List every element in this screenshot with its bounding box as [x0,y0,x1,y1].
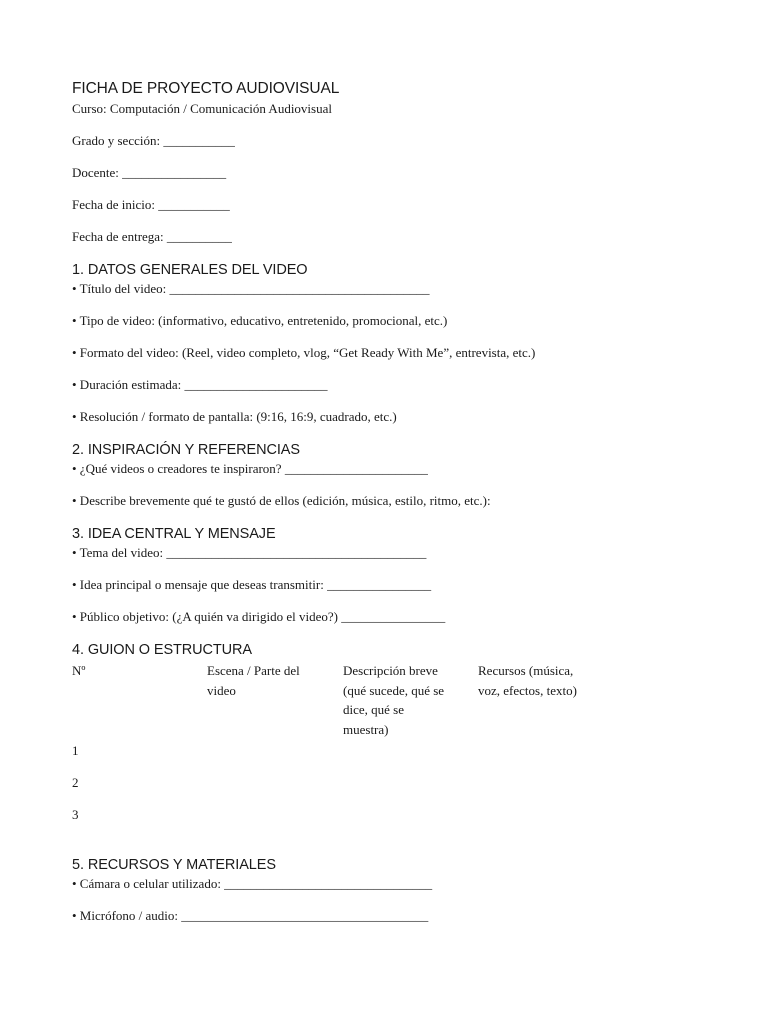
header-scene: Escena / Parte del video [207,663,300,698]
audience-item: • Público objetivo: (¿A quién va dirigido el video?) ________________ [72,609,446,624]
teacher-line: Docente: ________________ [72,165,227,180]
document-title: FICHA DE PROYECTO AUDIOVISUAL [72,80,340,97]
video-title-item: • Título del video: ________________________________________ [72,281,430,296]
section-4-title: 4. GUION O ESTRUCTURA [72,642,252,658]
describe-item: • Describe brevemente qué te gustó de ellos (edición, música, estilo, ritmo, etc.): [72,493,491,508]
video-format-item: • Formato del video: (Reel, video completo, vlog, “Get Ready With Me”, entrevista, etc.) [72,345,536,360]
table-row [72,805,692,837]
header-number: Nº [72,663,86,678]
table-header [72,661,692,741]
microphone-item: • Micrófono / audio: ______________________________________ [72,908,429,923]
section-5-title: 5. RECURSOS Y MATERIALES [72,857,276,873]
header-resources: Recursos (música, voz, efectos, texto) [478,663,577,698]
script-table [72,661,692,837]
course-line: Curso: Computación / Comunicación Audiovisual [72,101,332,116]
section-2-title: 2. INSPIRACIÓN Y REFERENCIAS [72,442,300,458]
video-resolution-item: • Resolución / formato de pantalla: (9:16, 16:9, cuadrado, etc.) [72,409,397,424]
grade-line: Grado y sección: ___________ [72,133,235,148]
table-row [72,773,692,805]
topic-item: • Tema del video: ________________________________________ [72,545,427,560]
video-type-item: • Tipo de video: (informativo, educativo, entretenido, promocional, etc.) [72,313,448,328]
section-3-title: 3. IDEA CENTRAL Y MENSAJE [72,526,276,542]
section-1-title: 1. DATOS GENERALES DEL VIDEO [72,262,308,278]
row-number: 1 [72,743,79,758]
video-duration-item: • Duración estimada: ______________________ [72,377,328,392]
table-row [72,741,692,773]
header-description: Descripción breve (qué sucede, qué se dice, qué se muestra) [343,663,445,737]
row-number: 2 [72,775,79,790]
start-date-line: Fecha de inicio: ___________ [72,197,230,212]
due-date-line: Fecha de entrega: __________ [72,229,232,244]
main-idea-item: • Idea principal o mensaje que deseas transmitir: ________________ [72,577,432,592]
inspiration-item: • ¿Qué videos o creadores te inspiraron? ______________________ [72,461,428,476]
row-number: 3 [72,807,79,822]
camera-item: • Cámara o celular utilizado: ________________________________ [72,876,433,891]
document-page [72,78,692,925]
